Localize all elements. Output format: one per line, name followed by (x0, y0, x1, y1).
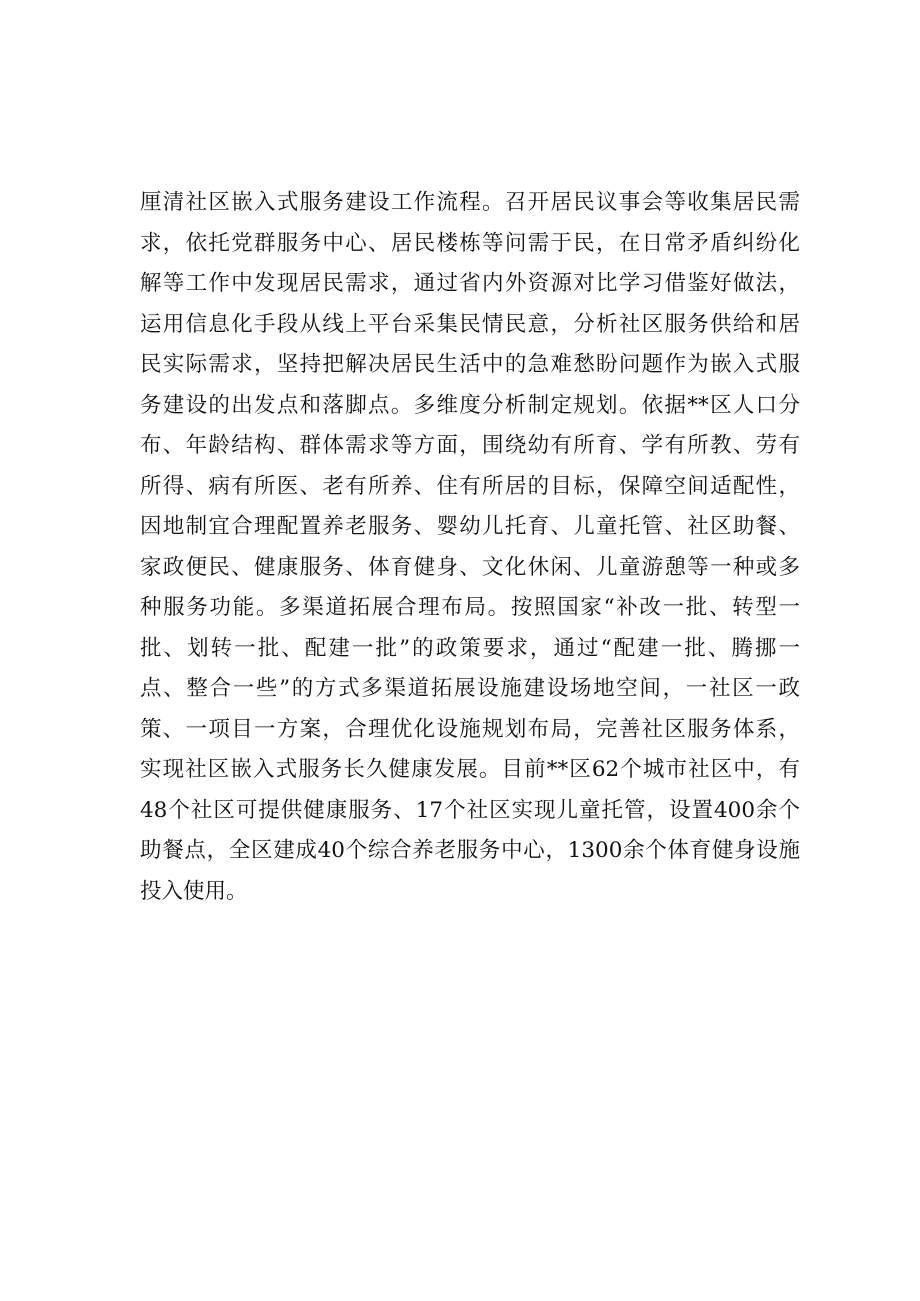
paragraph-line-18: 投入使用。 (140, 878, 248, 904)
paragraph-line-14: 策、一项目一方案，合理优化设施规划布局，完善社区服务体系， (140, 716, 800, 742)
body-paragraph (140, 183, 800, 912)
paragraph-line-8: 所得、病有所医、老有所养、住有所居的目标，保障空间适配性， (140, 473, 800, 499)
paragraph-line-15: 实现社区嵌入式服务长久健康发展。目前**区62个城市社区中，有 (140, 757, 800, 782)
paragraph-line-3: 解等工作中发现居民需求，通过省内外资源对比学习借鉴好做法， (140, 271, 800, 296)
paragraph-line-4: 运用信息化手段从线上平台采集民情民意，分析社区服务供给和居 (140, 311, 800, 337)
paragraph-line-10: 家政便民、健康服务、体育健身、文化休闲、儿童游憩等一种或多 (140, 554, 800, 580)
paragraph-line-12: 批、划转一批、配建一批”的政策要求，通过“配建一批、腾挪一 (140, 635, 800, 661)
paragraph-line-5: 民实际需求，坚持把解决居民生活中的急难愁盼问题作为嵌入式服 (140, 352, 800, 377)
paragraph-line-11: 种服务功能。多渠道拓展合理布局。按照国家“补改一批、转型一 (140, 595, 800, 620)
paragraph-line-1: 厘清社区嵌入式服务建设工作流程。召开居民议事会等收集居民需 (140, 190, 800, 215)
paragraph-line-9: 因地制宜合理配置养老服务、婴幼儿托育、儿童托管、社区助餐、 (140, 514, 800, 539)
paragraph-line-7: 布、年龄结构、群体需求等方面，围绕幼有所育、学有所教、劳有 (140, 433, 800, 458)
paragraph-line-13: 点、整合一些”的方式多渠道拓展设施建设场地空间，一社区一政 (140, 676, 800, 701)
paragraph-line-17: 助餐点，全区建成40个综合养老服务中心，1300余个体育健身设施 (140, 838, 800, 863)
paragraph-line-2: 求，依托党群服务中心、居民楼栋等问需于民，在日常矛盾纠纷化 (140, 230, 800, 256)
paragraph-line-16: 48个社区可提供健康服务、17个社区实现儿童托管，设置400余个 (140, 797, 800, 823)
paragraph-line-6: 务建设的出发点和落脚点。多维度分析制定规划。依据**区人口分 (140, 392, 800, 418)
